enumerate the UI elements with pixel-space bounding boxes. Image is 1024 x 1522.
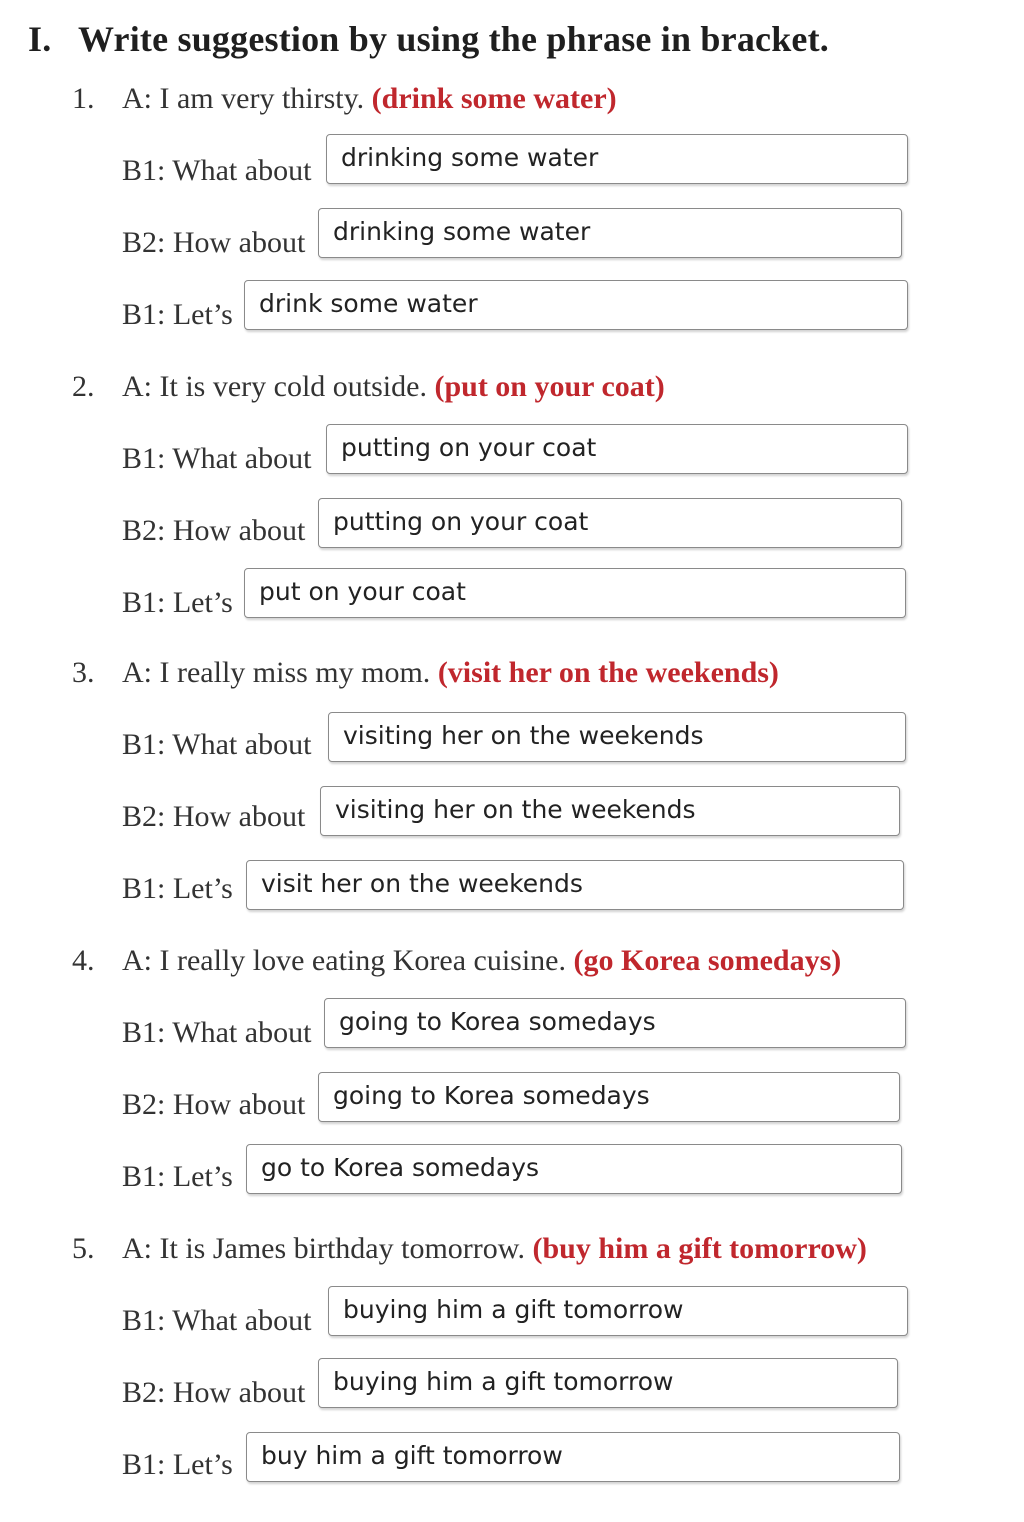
question-number: 1. xyxy=(72,82,95,115)
answer-label-lets: B1: Let’s xyxy=(122,872,233,905)
question-hint: (drink some water) xyxy=(371,82,617,115)
section-instruction: Write suggestion by using the phrase in bracket. xyxy=(78,19,829,59)
answer-label-how-about: B2: How about xyxy=(122,514,306,547)
question-prompt: A: I am very thirsty. xyxy=(122,82,365,115)
answer-label-lets: B1: Let’s xyxy=(122,1448,233,1481)
answer-label-lets: B1: Let’s xyxy=(122,1160,233,1193)
answer-input-what-about[interactable]: buying him a gift tomorrow xyxy=(328,1286,908,1336)
answer-label-what-about: B1: What about xyxy=(122,1016,312,1049)
answer-input-how-about[interactable]: buying him a gift tomorrow xyxy=(318,1358,898,1408)
answer-input-how-about[interactable]: drinking some water xyxy=(318,208,902,258)
answer-input-lets[interactable]: drink some water xyxy=(244,280,908,330)
answer-input-lets[interactable]: buy him a gift tomorrow xyxy=(246,1432,900,1482)
answer-input-what-about[interactable]: drinking some water xyxy=(326,134,908,184)
answer-input-how-about[interactable]: putting on your coat xyxy=(318,498,902,548)
answer-input-lets[interactable]: go to Korea somedays xyxy=(246,1144,902,1194)
answer-label-lets: B1: Let’s xyxy=(122,298,233,331)
answer-input-lets[interactable]: visit her on the weekends xyxy=(246,860,904,910)
answer-label-how-about: B2: How about xyxy=(122,1088,306,1121)
question-prompt: A: I really love eating Korea cuisine. xyxy=(122,944,566,977)
question-prompt: A: It is very cold outside. xyxy=(122,370,427,403)
question-hint: (put on your coat) xyxy=(434,370,665,403)
question-number: 3. xyxy=(72,656,95,689)
question-number: 2. xyxy=(72,370,95,403)
question-1 xyxy=(72,82,617,116)
answer-input-lets[interactable]: put on your coat xyxy=(244,568,906,618)
answer-label-lets: B1: Let’s xyxy=(122,586,233,619)
question-prompt: A: It is James birthday tomorrow. xyxy=(122,1232,525,1265)
question-prompt: A: I really miss my mom. xyxy=(122,656,431,689)
answer-input-how-about[interactable]: visiting her on the weekends xyxy=(320,786,900,836)
answer-label-what-about: B1: What about xyxy=(122,1304,312,1337)
question-3 xyxy=(72,656,779,690)
question-hint: (visit her on the weekends) xyxy=(437,656,779,689)
question-hint: (buy him a gift tomorrow) xyxy=(532,1232,867,1265)
question-number: 5. xyxy=(72,1232,95,1265)
question-4 xyxy=(72,944,841,978)
answer-label-what-about: B1: What about xyxy=(122,154,312,187)
answer-label-what-about: B1: What about xyxy=(122,442,312,475)
section-numeral: I. xyxy=(28,19,52,59)
answer-input-what-about[interactable]: going to Korea somedays xyxy=(324,998,906,1048)
answer-label-how-about: B2: How about xyxy=(122,1376,306,1409)
question-number: 4. xyxy=(72,944,95,977)
section-title xyxy=(28,18,829,60)
answer-label-what-about: B1: What about xyxy=(122,728,312,761)
question-5 xyxy=(72,1232,867,1266)
answer-input-what-about[interactable]: visiting her on the weekends xyxy=(328,712,906,762)
answer-label-how-about: B2: How about xyxy=(122,226,306,259)
answer-input-what-about[interactable]: putting on your coat xyxy=(326,424,908,474)
question-hint: (go Korea somedays) xyxy=(573,944,842,977)
answer-input-how-about[interactable]: going to Korea somedays xyxy=(318,1072,900,1122)
question-2 xyxy=(72,370,665,404)
answer-label-how-about: B2: How about xyxy=(122,800,306,833)
